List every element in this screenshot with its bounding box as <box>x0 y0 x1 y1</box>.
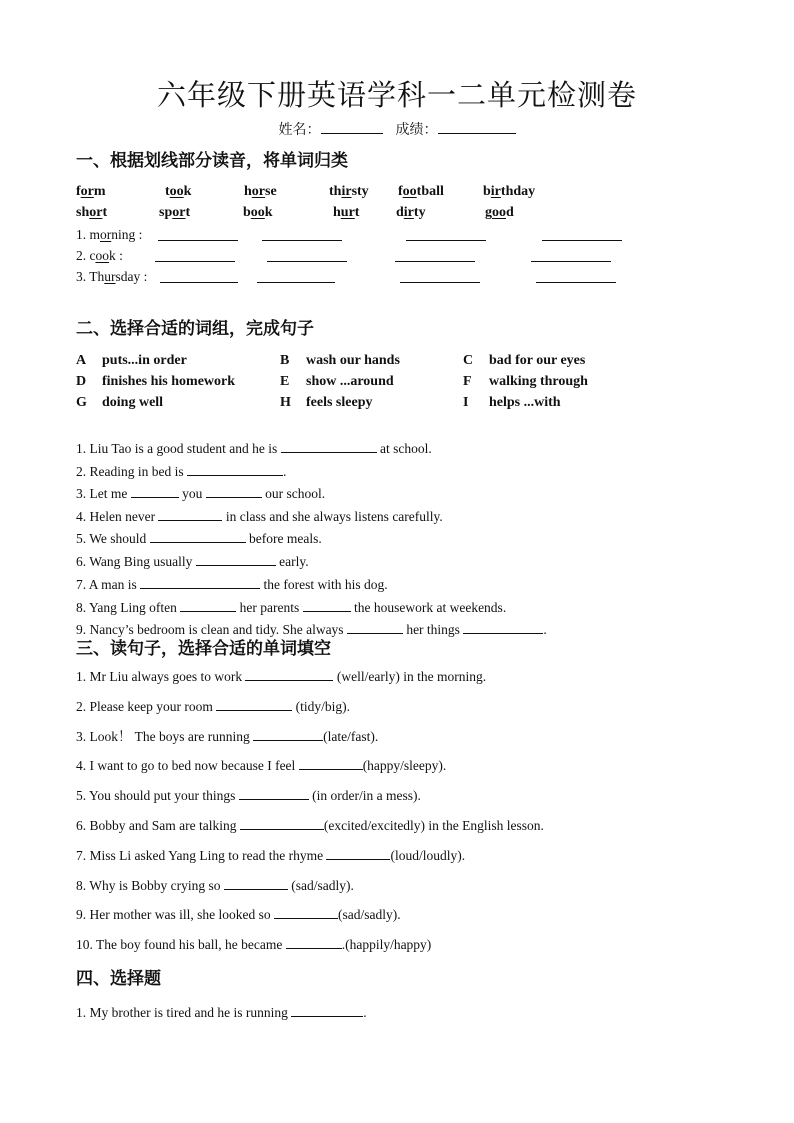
answer-blank[interactable] <box>299 755 363 770</box>
option-c: C bad for our eyes <box>463 353 586 368</box>
section4-heading: 四、选择题 <box>76 969 161 989</box>
s2-question-9: 9. Nancy’s bedroom is clean and tidy. She always her things . <box>76 619 547 639</box>
name-label: 姓名： <box>278 123 321 138</box>
s3-question-3: 3. Look！ The boys are running (late/fast). <box>76 726 378 746</box>
answer-blank[interactable] <box>158 506 222 521</box>
answer-blank[interactable] <box>150 528 246 543</box>
s3-question-7: 7. Miss Li asked Yang Ling to read the rhyme (loud/loudly). <box>76 845 465 865</box>
answer-blank[interactable] <box>347 619 403 634</box>
option-i: I helps ...with <box>463 395 561 410</box>
s3-question-5: 5. You should put your things (in order/in a mess). <box>76 785 421 805</box>
answer-blank[interactable] <box>253 726 323 741</box>
answer-blank[interactable] <box>216 696 292 711</box>
category-2-blank-3[interactable] <box>395 261 475 262</box>
category-3-label: 3. Thursday : <box>76 269 148 284</box>
s3-question-6: 6. Bobby and Sam are talking (excited/excitedly) in the English lesson. <box>76 815 544 835</box>
option-a: A puts...in order <box>76 353 187 368</box>
s2-question-5: 5. We should before meals. <box>76 528 322 548</box>
section2-heading: 二、选择合适的词组，完成句子 <box>76 319 314 339</box>
s2-question-7: 7. A man is the forest with his dog. <box>76 574 388 594</box>
answer-blank[interactable] <box>224 875 288 890</box>
word-dirty: dirty <box>396 205 426 220</box>
answer-blank[interactable] <box>206 483 262 498</box>
s3-question-4: 4. I want to go to bed now because I feel (happy/sleepy). <box>76 755 446 775</box>
word-football: football <box>398 184 444 199</box>
s2-question-8: 8. Yang Ling often her parents the housework at weekends. <box>76 597 506 617</box>
option-e: E show ...around <box>280 374 394 389</box>
category-2-label: 2. cook : <box>76 248 123 263</box>
answer-blank[interactable] <box>303 597 351 612</box>
answer-blank[interactable] <box>463 619 543 634</box>
category-1-label: 1. morning : <box>76 227 143 242</box>
section1-heading: 一、根据划线部分读音，将单词归类 <box>76 151 348 171</box>
option-h: H feels sleepy <box>280 395 373 410</box>
option-d: D finishes his homework <box>76 374 236 389</box>
s3-question-10: 10. The boy found his ball, he became .(happily/happy) <box>76 934 431 954</box>
word-book: book <box>243 205 273 220</box>
category-1-blank-4[interactable] <box>542 240 622 241</box>
answer-blank[interactable] <box>245 666 333 681</box>
s3-question-2: 2. Please keep your room (tidy/big). <box>76 696 350 716</box>
option-b: B wash our hands <box>280 353 400 368</box>
s2-question-6: 6. Wang Bing usually early. <box>76 551 309 571</box>
word-horse: horse <box>244 184 277 199</box>
answer-blank[interactable] <box>326 845 390 860</box>
category-1-blank-3[interactable] <box>406 240 486 241</box>
s2-question-4: 4. Helen never in class and she always listens carefully. <box>76 506 443 526</box>
category-1-blank-2[interactable] <box>262 240 342 241</box>
s3-question-8: 8. Why is Bobby crying so (sad/sadly). <box>76 875 354 895</box>
s2-question-3: 3. Let me you our school. <box>76 483 325 503</box>
section3-heading: 三、读句子，选择合适的单词填空 <box>76 639 331 659</box>
category-3-blank-4[interactable] <box>536 282 616 283</box>
word-birthday: birthday <box>483 184 536 199</box>
word-hurt: hurt <box>333 205 360 220</box>
s2-question-2: 2. Reading in bed is . <box>76 461 286 481</box>
s3-question-9: 9. Her mother was ill, she looked so (sad/sadly). <box>76 904 401 924</box>
category-3-blank-1[interactable] <box>160 282 238 283</box>
option-g: G doing well <box>76 395 164 410</box>
word-sport: sport <box>159 205 191 220</box>
answer-blank[interactable] <box>281 438 377 453</box>
answer-blank[interactable] <box>131 483 179 498</box>
category-1-blank-1[interactable] <box>158 240 238 241</box>
category-2-blank-1[interactable] <box>155 261 235 262</box>
answer-blank[interactable] <box>274 904 338 919</box>
category-2-blank-2[interactable] <box>267 261 347 262</box>
score-label: 成绩： <box>395 123 438 138</box>
answer-blank[interactable] <box>240 815 324 830</box>
category-3-blank-3[interactable] <box>400 282 480 283</box>
word-thirsty: thirsty <box>329 184 369 199</box>
word-short: short <box>76 205 108 220</box>
answer-blank[interactable] <box>286 934 342 949</box>
word-took: took <box>165 184 192 199</box>
score-blank[interactable] <box>438 119 516 134</box>
option-f: F walking through <box>463 374 588 389</box>
answer-blank[interactable] <box>180 597 236 612</box>
name-blank[interactable] <box>321 119 383 134</box>
word-form: form <box>76 184 106 199</box>
answer-blank[interactable] <box>140 574 260 589</box>
s2-question-1: 1. Liu Tao is a good student and he is at school. <box>76 438 432 458</box>
answer-blank[interactable] <box>291 1002 363 1017</box>
answer-blank[interactable] <box>196 551 276 566</box>
s3-question-1: 1. Mr Liu always goes to work (well/early) in the morning. <box>76 666 486 686</box>
category-2-blank-4[interactable] <box>531 261 611 262</box>
word-good: good <box>485 205 514 220</box>
answer-blank[interactable] <box>239 785 309 800</box>
page-title: 六年级下册英语学科一二单元检测卷 <box>156 80 637 112</box>
name-score-line <box>0 119 794 140</box>
answer-blank[interactable] <box>187 461 283 476</box>
category-3-blank-2[interactable] <box>257 282 335 283</box>
s4-question-1: 1. My brother is tired and he is running . <box>76 1002 367 1022</box>
